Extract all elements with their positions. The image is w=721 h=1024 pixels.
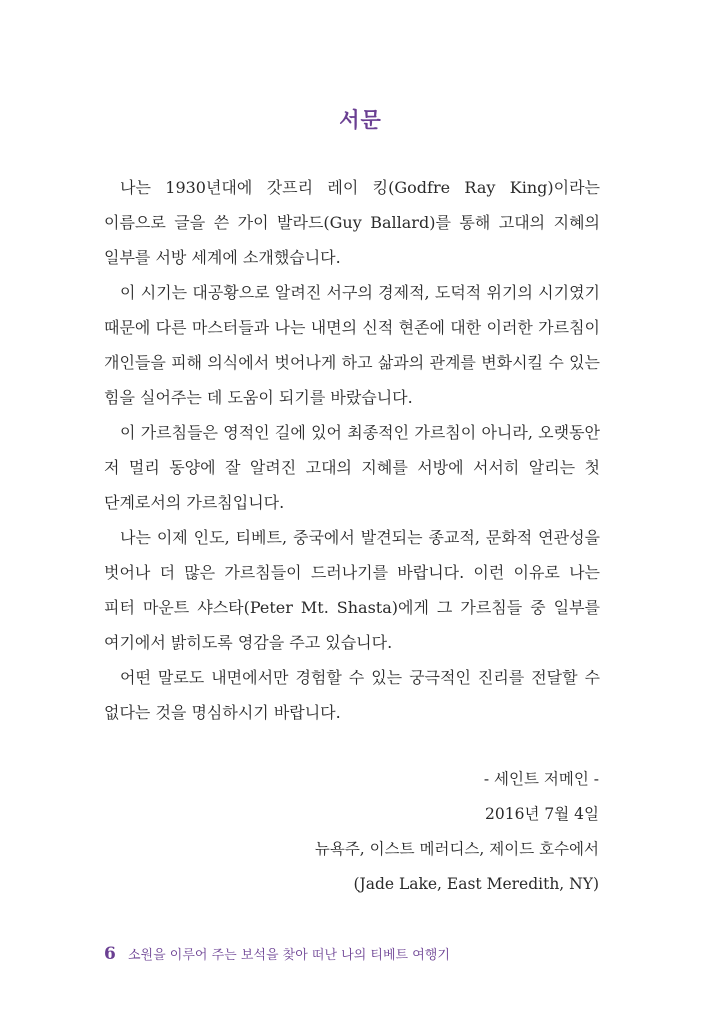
page-footer — [104, 944, 450, 964]
paragraph-1: 나는 1930년대에 갓프리 레이 킹(Godfre Ray King)이라는 이름으로 글을 쓴 가이 발라드(Guy Ballard)를 통해 고대의 지혜의 일부를 서방 세계에 소개했습니다. — [104, 178, 600, 267]
preface-body — [104, 170, 600, 730]
place-english: (Jade Lake, East Meredith, NY) — [353, 875, 599, 893]
paragraph-3: 이 가르침들은 영적인 길에 있어 최종적인 가르침이 아니라, 오랫동안 저 멀리 동양에 잘 알려진 고대의 지혜를 서방에 서서히 알리는 첫 단계로서의 가르침입니다. — [104, 423, 600, 512]
page-title: 서문 — [339, 107, 382, 132]
running-title: 소원을 이루어 주는 보석을 찾아 떠난 나의 티베트 여행기 — [127, 948, 450, 963]
closing-block — [315, 762, 599, 902]
paragraph-2: 이 시기는 대공황으로 알려진 서구의 경제적, 도덕적 위기의 시기였기 때문에 다른 마스터들과 나는 내면의 신적 현존에 대한 이러한 가르침이 개인들을 피해 의식에서 벗어나게 하고 삶과의 관계를 변화시킬 수 있는 힘을 실어주는 데 도움이 되기를 바랐습니다. — [104, 283, 600, 407]
signature: - 세인트 저메인 - — [483, 770, 599, 788]
place-korean: 뉴욕주, 이스트 메러디스, 제이드 호수에서 — [314, 840, 599, 858]
paragraph-4: 나는 이제 인도, 티베트, 중국에서 발견되는 종교적, 문화적 연관성을 벗어나 더 많은 가르침들이 드러나기를 바랍니다. 이런 이유로 나는 피터 마운트 샤스타(Peter Mt. Shasta)에게 그 가르침들 중 일부를 여기에서 밝히도록 영감을 주고 있습니다. — [104, 528, 600, 652]
page-number: 6 — [104, 944, 116, 964]
paragraph-5: 어떤 말로도 내면에서만 경험할 수 있는 궁극적인 진리를 전달할 수 없다는 것을 명심하시기 바랍니다. — [104, 668, 600, 722]
date: 2016년 7월 4일 — [485, 805, 599, 823]
